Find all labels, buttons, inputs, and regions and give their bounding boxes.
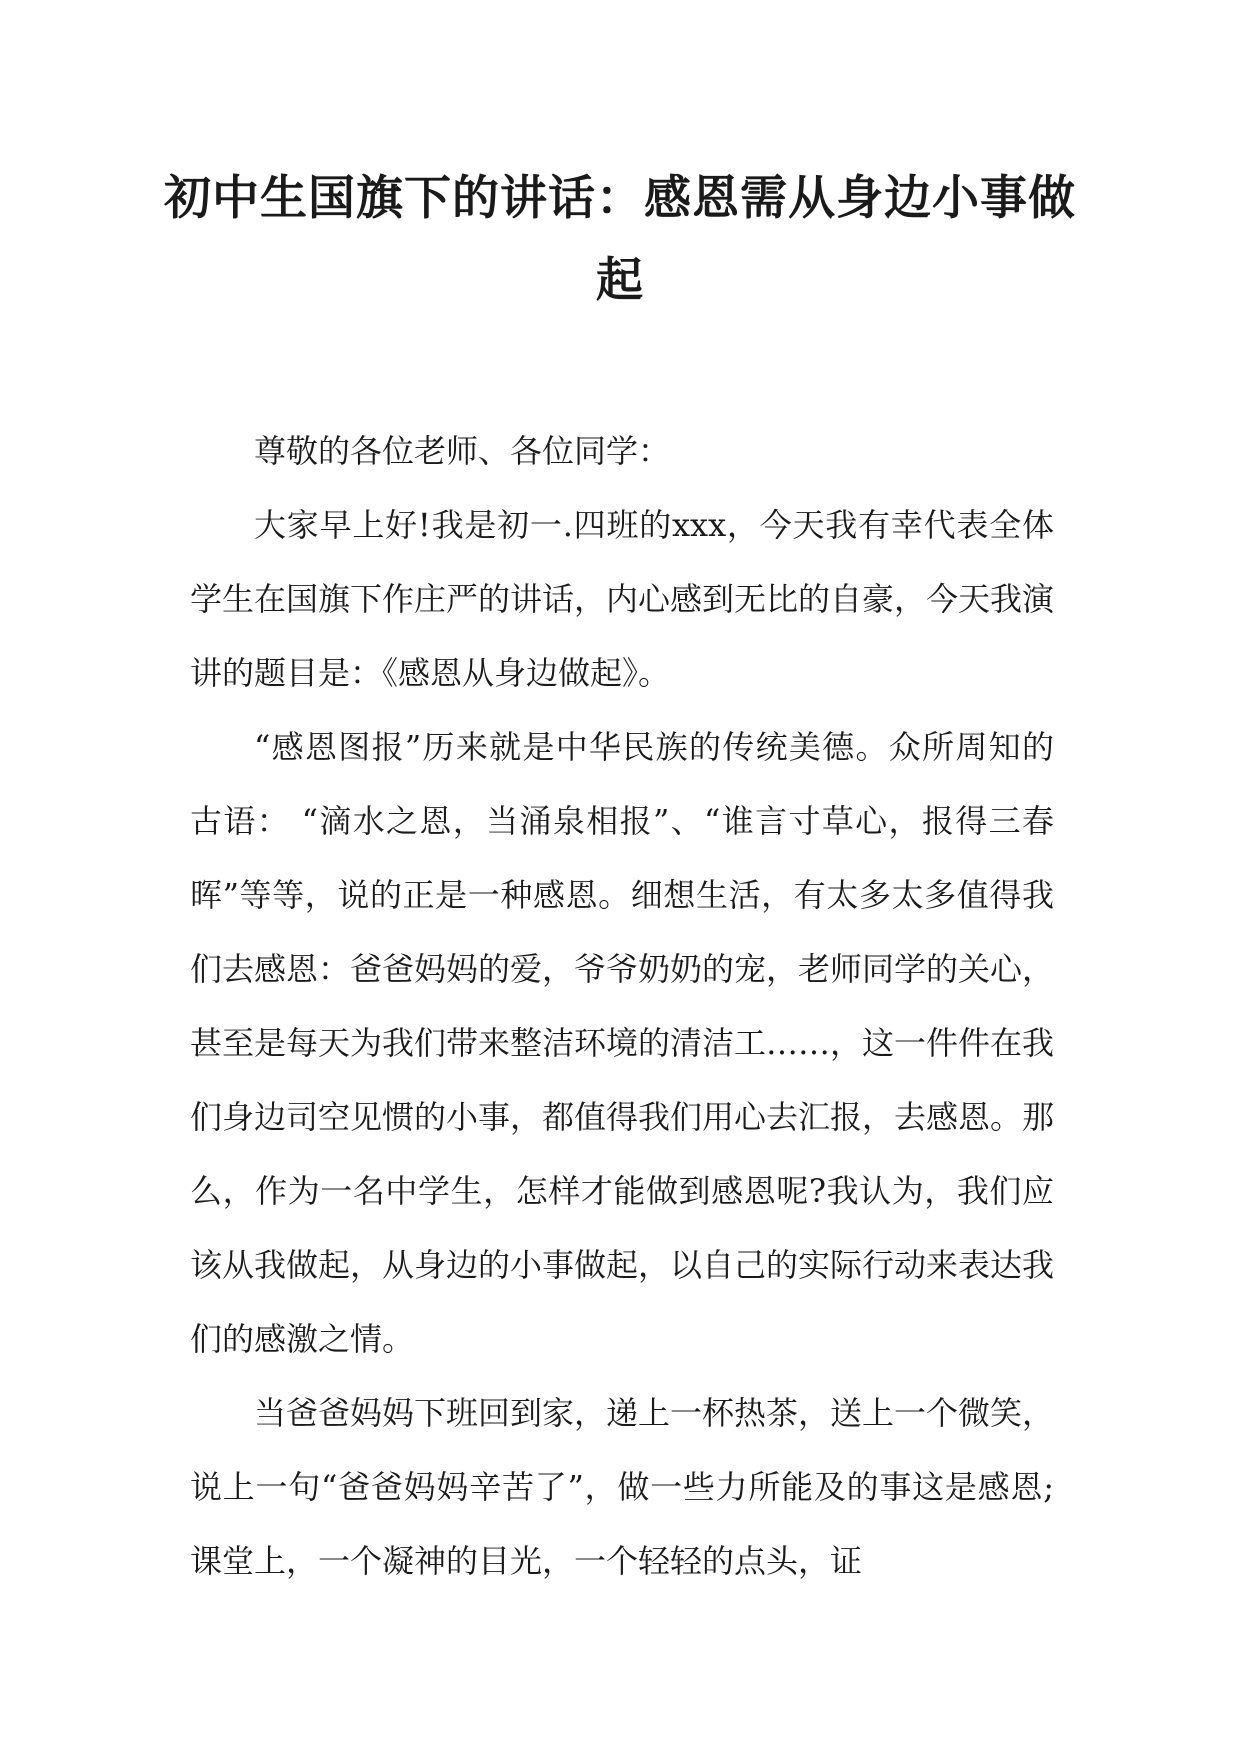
salutation-paragraph: 尊敬的各位老师、各位同学： [254, 432, 671, 470]
document-body [190, 414, 1054, 1598]
body-paragraph: 当爸爸妈妈下班回到家，递上一杯热茶，送上一个微笑，说上一句“爸爸妈妈辛苦了”，做一些力所能及的事这是感恩;课堂上，一个凝神的目光，一个轻轻的点头，证 [190, 1394, 1055, 1580]
body-paragraph: “感恩图报”历来就是中华民族的传统美德。众所周知的古语： “滴水之恩，当涌泉相报”、“谁言寸草心，报得三春晖”等等，说的正是一种感恩。细想生活，有太多太多值得我们去感恩：爸爸妈妈的爱，爷爷奶奶的宠，老师同学的关心，甚至是每天为我们带来整洁环境的清洁工……，这一件件在我们身边司空见惯的小事，都值得我们用心去汇报，去感恩。那么，作为一名中学生，怎样才能做到感恩呢?我认为，我们应该从我做起，从身边的小事做起，以自己的实际行动来表达我们的感激之情。 [190, 728, 1055, 1358]
greeting-paragraph: 大家早上好!我是初一.四班的xxx，今天我有幸代表全体学生在国旗下作庄严的讲话，内心感到无比的自豪，今天我演讲的题目是：《感恩从身边做起》。 [190, 506, 1055, 692]
document-title: 初中生国旗下的讲话：感恩需从身边小事做起 [164, 171, 1076, 308]
